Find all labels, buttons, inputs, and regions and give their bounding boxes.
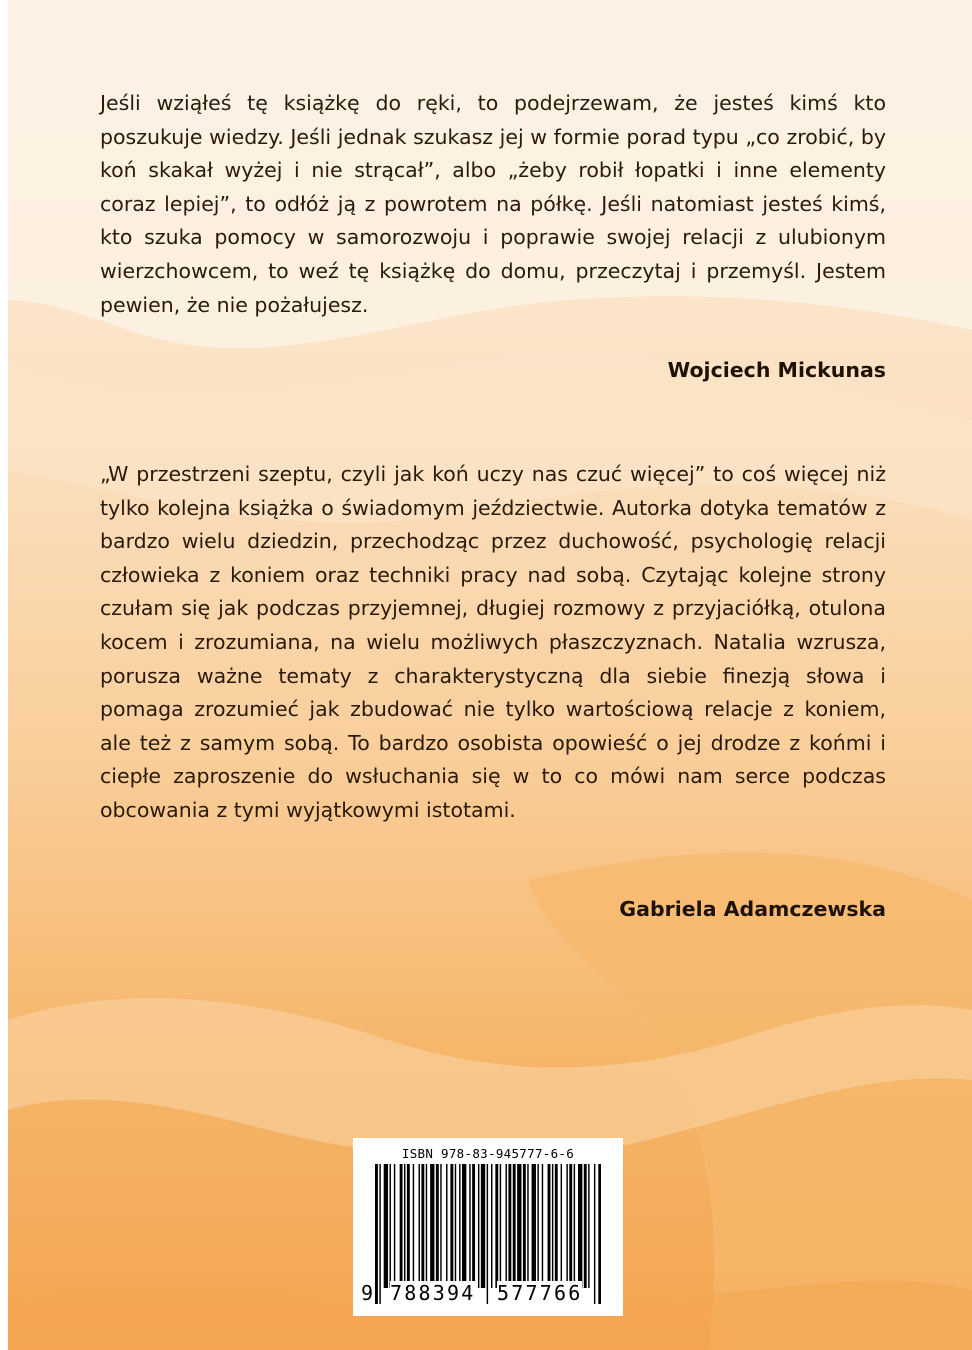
blurb-author-1: Wojciech Mickunas (667, 358, 886, 382)
ean-left-digits: 788394 (390, 1281, 476, 1305)
barcode-bar (542, 1164, 543, 1288)
blurb-paragraph-2: „W przestrzeni szeptu, czyli jak koń uczy nas czuć więcej” to coś więcej niż tylko kolejna książka o świadomym jeździectwie. Autorka dotyka tematów z bardzo wielu dziedzin, przechodząc przez duchowość, psychologię relacji człowieka z koniem oraz techniki pracy nad sobą. Czytając kolejne strony czułam się jak podczas przyjemnej, długiej rozmowy z przyjaciółką, otulona kocem i zrozumiana, na wielu możliwych płaszczyznach. Natalia wzrusza, porusza ważne tematy z charakterystyczną dla siebie finezją słowa i pomaga zrozumieć jak zbudować nie tylko wartościową relacje z koniem, ale też z samym sobą. To bardzo osobista opowieść o jej drodze z końmi i ciepłe zaproszenie do wsłuchania się w to co mówi nam serce podczas obcowania z tymi wyjątkowymi istotami. (100, 462, 886, 822)
barcode-bar (537, 1164, 538, 1288)
barcode-bar (455, 1164, 456, 1288)
barcode-bar (574, 1164, 575, 1288)
barcode-bar (517, 1164, 521, 1288)
barcode-bar (430, 1164, 434, 1288)
barcode-bar (462, 1164, 466, 1288)
barcode-bar (495, 1164, 498, 1288)
barcode-bar (500, 1164, 501, 1288)
barcode-bar (478, 1164, 479, 1288)
ean-digits (357, 1281, 619, 1307)
barcode-bar (513, 1164, 516, 1288)
barcode-bar (459, 1164, 460, 1288)
barcode-bar (384, 1164, 388, 1288)
barcode-bar (506, 1164, 507, 1288)
ean-right-digits: 577766 (497, 1281, 583, 1305)
barcode-bar (555, 1164, 558, 1288)
barcode-bar (419, 1164, 420, 1288)
barcode-bar (469, 1164, 470, 1288)
barcode-bar (421, 1164, 424, 1288)
barcode-bar (404, 1164, 405, 1288)
barcode-bar (552, 1164, 553, 1288)
barcode-bar (426, 1164, 427, 1288)
ean-first-digit: 9 (361, 1281, 374, 1305)
barcode-bar (523, 1164, 526, 1288)
barcode-bar (436, 1164, 439, 1288)
barcode-bar (446, 1164, 447, 1288)
barcode-bar (588, 1164, 589, 1288)
barcode-bar (578, 1164, 582, 1288)
barcode-bar (566, 1164, 567, 1288)
barcode-bar (472, 1164, 475, 1288)
barcode-bar (584, 1164, 587, 1288)
barcode-bar (532, 1164, 536, 1288)
barcode-bar (450, 1164, 453, 1288)
barcode-bar (548, 1164, 551, 1288)
barcode-bar (561, 1164, 562, 1288)
isbn-label: ISBN 978-83-945777-6-6 (401, 1146, 575, 1161)
barcode-bar (413, 1164, 414, 1288)
blurb-author-2: Gabriela Adamczewska (619, 897, 886, 921)
barcode-bar (527, 1164, 528, 1288)
barcode-bar (394, 1164, 395, 1288)
barcode-bar (390, 1164, 391, 1288)
isbn-barcode (353, 1138, 623, 1316)
barcode-bar (440, 1164, 441, 1288)
barcode-bar (569, 1164, 572, 1288)
back-cover (8, 0, 972, 1350)
barcode-bar (400, 1164, 403, 1288)
barcode-bar (491, 1164, 492, 1288)
barcode-bar (481, 1164, 485, 1288)
barcode-bar (508, 1164, 511, 1288)
blurb-paragraph-1: Jeśli wziąłeś tę książkę do ręki, to podejrzewam, że jesteś kimś kto poszukuje wiedzy. Jeśli jednak szukasz jej w formie porad typu „co zrobić, by koń skakał wyżej i nie strącał”, albo „żeby robił łopatki i inne elementy coraz lepiej”, to odłóż ją z powrotem na półkę. Jeśli natomiast jesteś kimś, kto szuka pomocy w samorozwoju i poprawie swojej relacji z ulubionym wierzchowcem, to weź tę książkę do domu, przeczytaj i przemyśl. Jestem pewien, że nie pożałujesz. (100, 91, 886, 317)
barcode-bar (407, 1164, 410, 1288)
